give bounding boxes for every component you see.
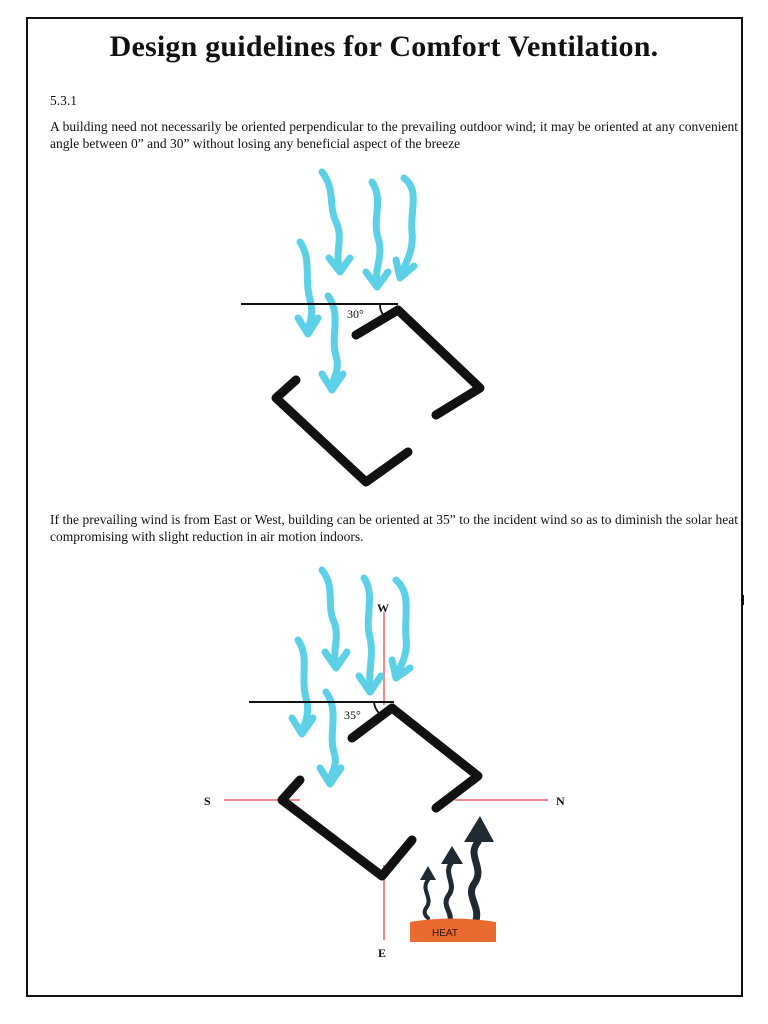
guideline-paragraph-1: A building need not necessarily be oriented perpendicular to the prevailing outdoor wind; it may be oriented at any convenient angle between 0” and 30” without losing any beneficial aspect of the breeze — [50, 119, 738, 151]
heat-arrow-small-head — [420, 866, 436, 880]
heat-label: HEAT — [432, 928, 458, 939]
section-number: 5.3.1 — [50, 93, 77, 108]
angle-label: 35° — [344, 708, 361, 722]
page-title: Design guidelines for Comfort Ventilation. — [109, 30, 659, 63]
compass-south-label: S — [204, 794, 211, 808]
heat-arrow-large-head — [464, 816, 494, 842]
compass-west-label: W — [377, 601, 389, 615]
compass-lines — [224, 612, 548, 940]
compass-east-label: E — [378, 946, 387, 960]
wind-arrow — [364, 578, 371, 688]
compass-north-label: N — [556, 794, 565, 808]
building-wall — [282, 780, 412, 876]
building-wall — [352, 708, 478, 808]
building-plan — [282, 708, 478, 876]
heat-arrows — [420, 816, 494, 920]
angle-label: 30° — [347, 307, 364, 321]
heat-arrow-medium-head — [441, 846, 463, 864]
wind-arrow — [326, 692, 335, 780]
wind-arrow — [396, 580, 406, 672]
guideline-paragraph-2: If the prevailing wind is from East or West, building can be oriented at 35” to the incident wind so as to diminish the solar heat compromising with slight reduction in air motion indoors. — [50, 512, 738, 544]
wind-arrows — [292, 570, 410, 784]
wind-arrow — [298, 640, 308, 730]
